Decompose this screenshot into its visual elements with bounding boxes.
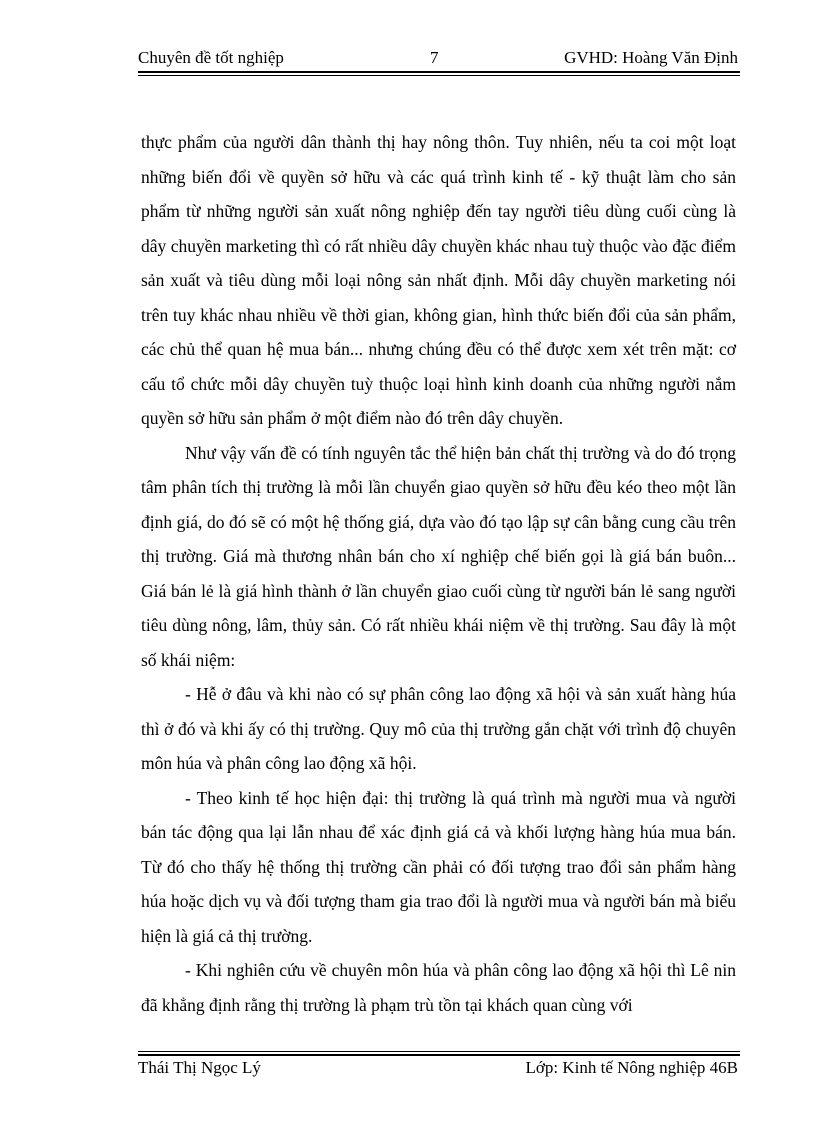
paragraph-1: thực phẩm của người dân thành thị hay nông thôn. Tuy nhiên, nếu ta coi một loạt những biến đổi về quyền sở hữu và các quá trình kinh tế - kỹ thuật làm cho sản phẩm từ những người sản xuất nông nghiệp đến tay người tiêu dùng cuối cùng là dây chuyền marketing thì có rất nhiều dây chuyền khác nhau tuỳ thuộc vào đặc điểm sản xuất và tiêu dùng mỗi loại nông sản nhất định. Mỗi dây chuyền marketing nói trên tuy khác nhau nhiều về thời gian, không gian, hình thức biến đổi của sản phẩm, các chủ thể quan hệ mua bán... nhưng chúng đều có thể được xem xét trên mặt: cơ cấu tổ chức mỗi dây chuyền tuỳ thuộc loại hình kinh doanh của những người nắm quyền sở hữu sản phẩm ở một điểm nào đó trên dây chuyền. <box>141 132 736 428</box>
header-title: Chuyên đề tốt nghiệp <box>138 48 284 67</box>
header-rule-thin <box>138 75 740 76</box>
paragraph-4: - Theo kinh tế học hiện đại: thị trường là quá trình mà người mua và người bán tác động qua lại lẫn nhau để xác định giá cả và khối lượng hàng húa mua bán. Từ đó cho thấy hệ thống thị trường cần phải có đối tượng trao đổi sản phẩm hàng húa hoặc dịch vụ và đối tượng tham gia trao đổi là người mua và người bán mà biểu hiện là giá cả thị trường. <box>141 787 736 946</box>
paragraph-3: - Hễ ở đâu và khi nào có sự phân công lao động xã hội và sản xuất hàng húa thì ở đó và khi ấy có thị trường. Quy mô của thị trường gắn chặt với trình độ chuyên môn húa và phân công lao động xã hội. <box>141 684 736 773</box>
footer-rule-thin <box>138 1051 740 1052</box>
footer-class: Lớp: Kinh tế Nông nghiệp 46B <box>525 1058 738 1077</box>
document-body <box>141 125 736 1022</box>
footer-rule-thick <box>138 1054 740 1056</box>
header-rule-thick <box>138 71 740 73</box>
page-footer <box>138 1058 738 1082</box>
page-header <box>138 46 738 70</box>
header-supervisor: GVHD: Hoàng Văn Định <box>564 48 738 67</box>
paragraph-5: - Khi nghiên cứu về chuyên môn húa và phân công lao động xã hội thì Lê nin đã khẳng định rằng thị trường là phạm trù tồn tại khách quan cùng với <box>141 960 736 1015</box>
footer-author: Thái Thị Ngọc Lý <box>138 1058 261 1077</box>
paragraph-2: Như vậy vấn đề có tính nguyên tắc thể hiện bản chất thị trường và do đó trọng tâm phân tích thị trường là mỗi lần chuyển giao quyền sở hữu đều kéo theo một lần định giá, do đó sẽ có một hệ thống giá, dựa vào đó tạo lập sự cân bằng cung cầu trên thị trường. Giá mà thương nhân bán cho xí nghiệp chế biến gọi là giá bán buôn... Giá bán lẻ là giá hình thành ở lần chuyển giao cuối cùng từ người bán lẻ sang người tiêu dùng nông, lâm, thủy sản. Có rất nhiều khái niệm về thị trường. Sau đây là một số khái niệm: <box>141 442 736 670</box>
page-number: 7 <box>430 48 439 67</box>
